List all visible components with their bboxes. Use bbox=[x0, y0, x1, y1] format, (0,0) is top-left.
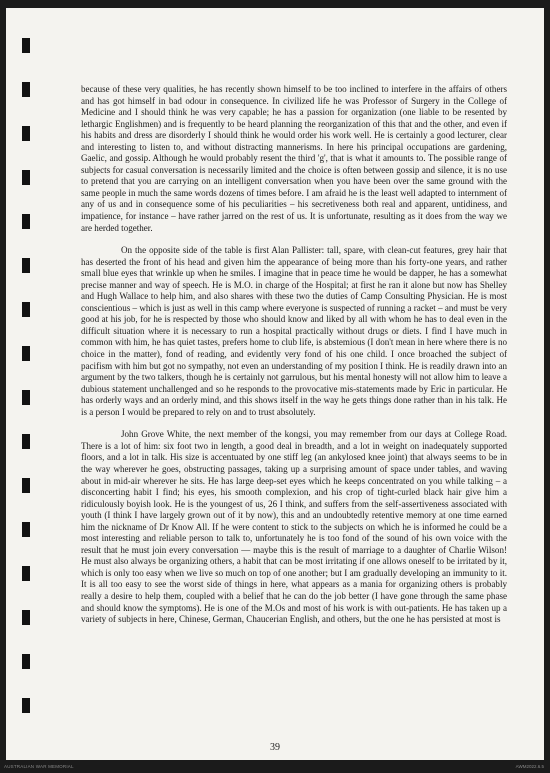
body-text bbox=[81, 84, 507, 637]
binding-hole bbox=[22, 566, 30, 581]
binding-hole bbox=[22, 346, 30, 361]
binding-hole bbox=[22, 302, 30, 317]
binding-hole bbox=[22, 258, 30, 273]
binding-hole bbox=[22, 698, 30, 713]
binding-hole bbox=[22, 126, 30, 141]
binding-hole bbox=[22, 478, 30, 493]
binding-hole bbox=[22, 170, 30, 185]
paragraph-3: John Grove White, the next member of the kongsi, you may remember from our days at College Road. There is a lot of him: six foot two in length, a good deal in breadth, and a lot in weight on inadequately supported floors, and a lot in talk. His size is accentuated by one stiff leg (an ankylosed knee joint) that always seems to be in the way wherever he goes, obstructing passages, taking up a surprising amount of space under tables, and waving about in mid-air wherever he sits. He has large deep-set eyes which he keeps concentrated on you while talking – a disconcerting habit I find; his eyes, his smooth complexion, and his crop of tight-curled black hair give him a ridiculously boyish look. He is the youngest of us, 26 I think, and suffers from the self-assertiveness associated with youth (I think I have largely grown out of it by now), this and an undoubtedly retentive memory at one time earned him the nickname of Dr Know All. If he were content to stick to the subjects on which he is informed he could be a most interesting and reliable person to talk to, unfortunately he is too fond of the sound of his own voice with the result that he must join every conversation — maybe this is the result of marriage to a daughter of Charlie Wilson! He must also always be organizing others, a habit that can be most irritating if one allows oneself to be irritated by it, which is only too easy when we live so much on top of one another; but I am gradually developing an immunity to it. It is all too easy to see the worst side of things in here, what appears as a mania for organizing others is probably really a desire to help them, coupled with a belief that he can do the job better (I have gone through the same phase and should know the symptoms). He is one of the M.Os and most of his work is with out-patients. He has taken up a variety of subjects in here, Chinese, German, Chaucerian English, and others, but the one he has persisted at most is bbox=[81, 429, 507, 625]
binding-hole bbox=[22, 610, 30, 625]
paragraph-1: because of these very qualities, he has recently shown himself to be too inclined to interfere in the affairs of others and has got himself in bad odour in consequence. In civilized life he was Professor of Surgery in the College of Medicine and I should think he was very capable; he has a passion for organization (one liable to be resented by lethargic Englishmen) and is frequently to be heard planning the reorganization of this that and the other, and even if his habits and dress are disorderly I should think he would order his work well. He is certainly a good lecturer, clear and interesting to listen to, and without distracting mannerisms. In here his principal occupations are gardening, Gaelic, and gossip. Although he would probably resent the third 'g', that is what it amounts to. The possible range of subjects for casual conversation is necessarily limited and the choice is often between gossip and silence, it is no use to pretend that you are carrying on an intelligent conversation when you have been over the same ground with the same people in much the same words dozens of times before. I am afraid he is the least well adapted to internment of any of us and in consequence some of his peculiarities – his secretiveness both real and apparent, untidiness, and impatience, for instance – have rather jarred on the rest of us. It is unfortunate, resulting as it does from the way we are herded together. bbox=[81, 84, 507, 233]
paragraph-2: On the opposite side of the table is first Alan Pallister: tall, spare, with clean-cut features, grey hair that has deserted the front of his head and given him the appearance of being more than his forty-one years, and rather small blue eyes that wrinkle up when he smiles. I imagine that in peace time he would be dapper, he has a somewhat precise manner and way of speech. He is M.O. in charge of the Hospital; at first he ran it alone but now has Shelley and Hugh Wallace to help him, and also shares with these two the duties of Camp Consulting Physician. He is most conscientious – which is just as well in this camp where everyone is suspected of running a racket – and must be very good at his job, for he is respected by those who should know and liked by all with whom he has to deal even in the difficult situation where it is necessary to run a hospital practically without drugs or diets. I find I have much in common with him, he has quiet tastes, prefers home to club life, is abstemious (I don't mean in here where there is no choice in the matter), fond of reading, and evidently very fond of his one child. I once broached the subject of pacifism with him but got no sympathy, not even an understanding of my position I think. He is readily drawn into an argument by the two talkers, though he is certainly not garrulous, but his mental honesty will not allow him to leave a dubious statement unchallenged and so he responds to the provocative mis-statements made by Eric in particular. He has orderly ways and an orderly mind, and this shows itself in the way he gets things done rather than in his talk. He is a person I would be prepared to rely on and to trust absolutely. bbox=[81, 245, 507, 417]
archive-credit: AUSTRALIAN WAR MEMORIAL bbox=[4, 764, 74, 769]
archive-reference: AWM2022.6.5 bbox=[515, 764, 544, 769]
binding-hole bbox=[22, 434, 30, 449]
binding-hole bbox=[22, 38, 30, 53]
binding-holes bbox=[22, 38, 30, 738]
binding-hole bbox=[22, 82, 30, 97]
binding-hole bbox=[22, 214, 30, 229]
document-page bbox=[6, 8, 544, 760]
binding-hole bbox=[22, 522, 30, 537]
binding-hole bbox=[22, 390, 30, 405]
page-number: 39 bbox=[270, 742, 280, 753]
binding-hole bbox=[22, 654, 30, 669]
